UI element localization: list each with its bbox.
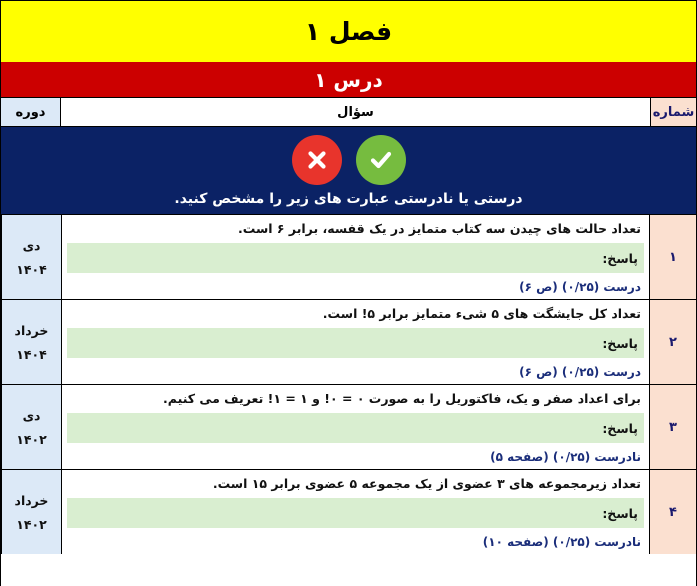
question-rows (0, 214, 697, 586)
period-month: دی (22, 237, 41, 253)
chapter-banner (0, 0, 697, 62)
question-statement: تعداد حالت های چیدن سه کتاب متمایز در یک قفسه، برابر ۶ است. (238, 221, 641, 236)
instruction-text: درستی یا نادرستی عبارت های زیر را مشخص کنید. (174, 191, 523, 207)
row-question-cell (61, 300, 649, 384)
row-number: ۲ (649, 300, 696, 384)
solution-text: درست (۰/۲۵) (ص ۶) (519, 365, 641, 379)
column-header-number: شماره (650, 98, 697, 126)
period-month: خرداد (14, 492, 49, 508)
period-year: ۱۴۰۲ (16, 431, 47, 447)
true-false-icon-pair (292, 135, 406, 185)
table-row (1, 384, 696, 469)
column-header-period: دوره (0, 98, 60, 126)
question-statement: تعداد زیرمجموعه های ۳ عضوی از یک مجموعه ۵ عضوی برابر ۱۵ است. (212, 476, 641, 491)
period-year: ۱۴۰۴ (16, 261, 47, 277)
row-number: ۳ (649, 385, 696, 469)
answer-label: پاسخ: (602, 250, 638, 266)
row-question-cell (61, 215, 649, 299)
row-number: ۱ (649, 215, 696, 299)
period-year: ۱۴۰۴ (16, 346, 47, 362)
question-statement: تعداد کل جایشگت های ۵ شیء متمایز برابر ‎!۵‎ است. (322, 306, 641, 321)
table-row (1, 214, 696, 299)
period-month: خرداد (14, 322, 49, 338)
row-period-cell (1, 470, 61, 554)
table-row (1, 469, 696, 554)
check-circle-icon (356, 135, 406, 185)
answer-input-box[interactable] (67, 243, 644, 273)
row-period-cell (1, 215, 61, 299)
lesson-title: درس ۱ (314, 67, 383, 92)
answer-label: پاسخ: (602, 335, 638, 351)
solution-text: درست (۰/۲۵) (ص ۶) (519, 280, 641, 294)
table-header-row (0, 97, 697, 126)
row-period-cell (1, 300, 61, 384)
answer-input-box[interactable] (67, 328, 644, 358)
period-year: ۱۴۰۲ (16, 516, 47, 532)
column-header-question: سؤال (60, 98, 650, 126)
period-month: دی (22, 407, 41, 423)
solution-text: نادرست (۰/۲۵) (صفحه ۱۰) (482, 535, 641, 549)
chapter-title: فصل ۱ (304, 17, 393, 46)
solution-text: نادرست (۰/۲۵) (صفحه ۵) (490, 450, 641, 464)
instruction-band (0, 126, 697, 214)
row-number: ۴ (649, 470, 696, 554)
answer-label: پاسخ: (602, 420, 638, 436)
answer-label: پاسخ: (602, 505, 638, 521)
answer-input-box[interactable] (67, 413, 644, 443)
row-period-cell (1, 385, 61, 469)
cross-circle-icon (292, 135, 342, 185)
row-question-cell (61, 385, 649, 469)
answer-input-box[interactable] (67, 498, 644, 528)
row-question-cell (61, 470, 649, 554)
table-row (1, 299, 696, 384)
lesson-banner (0, 62, 697, 97)
question-statement: برای اعداد صفر و یک، فاکتوریل را به صورت ۰ = ‎!۰‎ و ۱ = ‎!۱‎ تعریف می کنیم. (163, 391, 641, 406)
